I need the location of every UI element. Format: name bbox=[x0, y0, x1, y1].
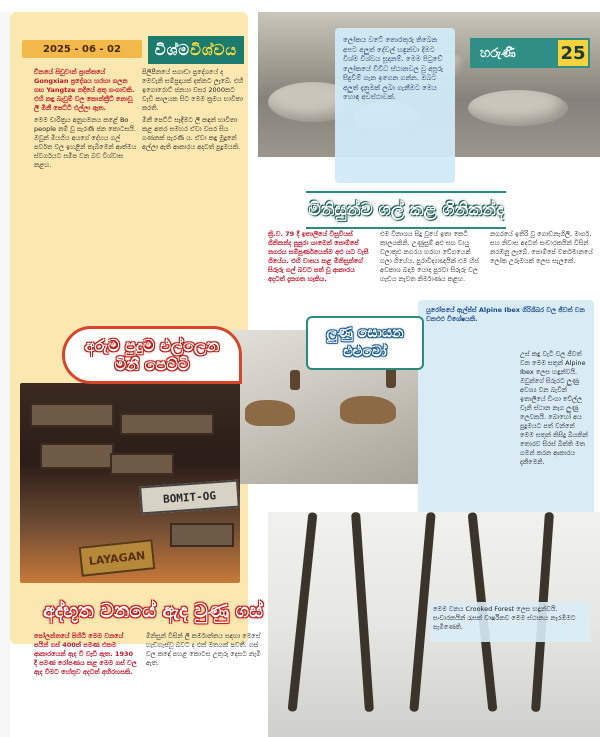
pompeii-text-col-3 bbox=[490, 230, 594, 300]
ibex-headline bbox=[306, 316, 424, 370]
page-number: 25 bbox=[558, 40, 588, 66]
section-brand bbox=[148, 36, 244, 64]
ibex-body-text: උස් කඳු වැටි වල ජීවත් වන මෙම සතුන් Alpine Ibex ලෙස හඳුන්වයි. ඔවුන්ගේ සිරුරට ලුණු අවශ්‍ය වන බැවින් ඉතාලියේ ඩිංගා වේල්ල වැනි ස්ථාන නැග ලුණු ලෙවකයි. බොහෝ අය පුදුමයට පත් වන්නේ මෙම සතුන් කිසිදු බියකින් තොරව සිරස් බිත්ති මත ගමන් කරන ආකාරය දැකීමෙනි. bbox=[520, 350, 588, 466]
coffin-sign-2: LAYAGAN bbox=[79, 539, 156, 577]
forest-col-2: මිනිසුන් විසින් ලී කර්මාන්තය සඳහා මෙසේ හැඩගැස්වූ බවට ද එක් මතයක් පවතී. ගස් වල කඳේ පහළ කොටස උතුරු දෙසට නැමී ඇත. bbox=[146, 632, 261, 667]
coffins-col-1b: මෙම චාරිත්‍රය අනුගමනය කළේ Bo people නම් වූ පැරණි ජන කොටසයි. ඔවුන් මියගිය අයගේ දේහය ගල් පර්වත වල ඉහළින් තැබීමෙන් ආත්මය ස්වර්ගයට සමීප වන බව විශ්වාස කළහ. bbox=[34, 116, 137, 169]
brand-main: විශ්ම bbox=[154, 41, 191, 59]
page-gutter bbox=[0, 0, 10, 737]
ibex-headline-line-2: එළුවෝ bbox=[343, 344, 387, 360]
ibex-intro-text: යුරෝපයේ ඇල්ප්ස් Alpine Ibex ගිරිශිඛර වල ජීවත් වන වනඑළු විශේෂයකි. bbox=[426, 306, 585, 323]
ibex-headline-line-1: ලුණු සොයන bbox=[326, 325, 404, 341]
pompeii-col-3: නගරයේ ඉතිරි වූ ගොඩනැගිලි, මාර්ග, සහ නිවාස අදටත් සංචාරකයින් විසින් නරඹනු ලැබේ. පොම්පේ වර්තමානයේ ලෝක උරුමයක් ලෙස සැලකේ. bbox=[490, 230, 593, 265]
forest-headline: අද්භූත වනයේ ඇද වුණු ගස් bbox=[43, 600, 263, 622]
ibex-intro bbox=[426, 306, 586, 346]
forest-text-col-3 bbox=[430, 602, 590, 642]
top-margin bbox=[0, 0, 600, 12]
pompeii-headline: මිනිසුන්ව ගල් කළ ගිනිකන්ද bbox=[306, 191, 506, 229]
coffins-headline-line-2: මිනී පෙට්ටි bbox=[114, 355, 190, 374]
section-name: හරුණී bbox=[480, 45, 516, 61]
coffins-text-col-2 bbox=[142, 68, 246, 326]
hanging-coffins-photo bbox=[20, 383, 240, 583]
forest-text-col-1 bbox=[34, 632, 138, 728]
coffin-sign-1: BOMIT-OG bbox=[139, 480, 240, 515]
coffins-col-1a: චීනයේ සිචුවාන් ප්‍රාන්තයේ Gongxian ප්‍රදේශය හරහා ගලන ගඟ Yangtze නදියේ අතු ගංගාවකි. එහි කඳු බෑවුම් වල කොන්ක්‍රීට් නොවූ ලී මිනී පෙට්ටි එල්ලා ඇත. bbox=[34, 68, 135, 112]
issue-date: 2025 - 06 - 02 bbox=[22, 40, 142, 58]
forest-col-3: මෙම වනය Crooked Forest ලෙස හඳුන්වයි. සංචාරකයින් රැසක් වාර්ෂිකව මෙම ස්ථානය නැරඹීමට පැමිණෙති. bbox=[433, 605, 576, 631]
pompeii-sidebar-text: ලෝකය වටේ තොරතුරු තිබෙන අපට අලුත් දේවල් හඳුන්වා දීමට විශ්ම විශ්වය සූදානම්. මෙම පිටුවේ ලෝකයේ විවිධ ස්ථානවල වූ අපූරු සිදුවීම් ගැන ඉගෙන ගන්න. ඔබට අලුත් දැනුමක් ලබා ගැනීමට මෙය හොඳ අවස්ථාවක්. bbox=[343, 36, 444, 101]
pompeii-col-2: එම විනාශය සිදු වූයේ ඉතා කෙටි කාලයකිනි. උණුසුම් අළු සහ වායු වලාකුළු නගරය හරහා වේගයෙන් ගලා ගියේය. පුරාවිද්‍යාඥයින් එම හිස් අවකාශ බදාම යොදා පුරවා සිරුරු වල හැඩය නැවත නිර්මාණය කළහ. bbox=[380, 230, 480, 283]
coffins-col-2a: පිලිපීනයේ සගාඩා ප්‍රදේශයේ ද මෙවැනි සම්ප්‍රදායක් දක්නට ලැබේ. එහි ඉගොරොට් ජනයා වසර 2000කට වැඩි කාලයක සිට මෙම ක්‍රමය භාවිතා කරති. bbox=[142, 68, 244, 112]
pompeii-sidebar bbox=[335, 28, 455, 183]
forest-text-col-2 bbox=[146, 632, 262, 728]
brand-accent: විශ්වය bbox=[190, 41, 238, 59]
coffins-col-2b: මිනී පෙට්ටි සෑදීමට ලී කඳන් භාවිතා කළ අතර සමහර ඒවා වසර සිය ගණනක් පැරණි ය. ඒවා කඳු මුදුනේ අල්ලා ඇති ආකාරය අදටත් පුදුමයකි. bbox=[142, 116, 241, 151]
coffins-headline bbox=[62, 326, 242, 384]
forest-col-1: පෝලන්තයේ පිහිටි මෙම වනයේ පයින් ගස් 400ක් පමණ එකම ආකාරයෙන් ඇද වී වැඩී ඇත. 1930 දී පමණ රෝපණය කළ මෙම ගස් වල ඇද වීමට හේතුව අදටත් අභිරහසකි. bbox=[34, 632, 137, 676]
coffins-text-col-1 bbox=[34, 68, 138, 326]
coffins-headline-line-1: අරුම පුදුම එල්ලෙන bbox=[84, 336, 220, 355]
pompeii-col-1: ක්‍රි.ව. 79 දී ඉතාලියේ විසුවියස් ගිනිකන්ද පුපුරා යාමෙන් පොම්පේ නගරය සම්පූර්ණයෙන්ම අළු යට වැසී ගියේය. එහි වාසය කළ මිනිසුන්ගේ සිරුරු ගල් බවට පත් වූ ආකාරය අදටත් දැකගත හැකිය. bbox=[268, 230, 369, 283]
page-section-tag bbox=[470, 38, 590, 68]
pompeii-text-col-1 bbox=[268, 230, 372, 326]
